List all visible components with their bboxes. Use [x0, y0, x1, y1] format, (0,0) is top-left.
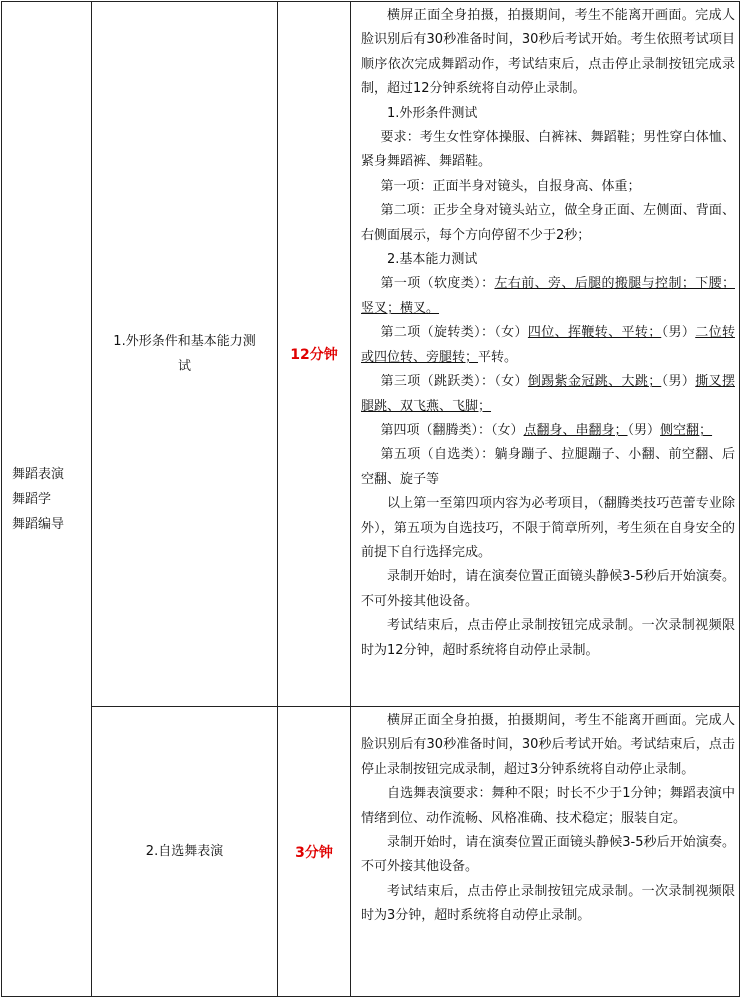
- major-name: 舞蹈表演: [12, 466, 65, 482]
- table-row: [2, 707, 740, 997]
- major-name: 舞蹈学: [12, 491, 52, 507]
- exam-duration: 3分钟: [278, 707, 351, 997]
- table-row: [2, 2, 740, 707]
- exam-description: 横屏正面全身拍摄，拍摄期间，考生不能离开画面。完成人脸识别后有30秒准备时间，30秒后考试开始。考试结束后，点击停止录制按钮完成录制，超过3分钟系统将自动停止录制。 自选舞表演要求：舞种不限；时长不少于1分钟；舞蹈表演中情绪到位、动作流畅、风格准确、技术稳定；服装自定。 录制开始时，请在演奏位置正面镜头静候3-5秒后开始演奏。不可外接其他设备。 考试结束后，点击停止录制按钮完成录制。一次录制视频限时为3分钟，超时系统将自动停止录制。: [351, 707, 740, 997]
- exam-item-name: 1.外形条件和基本能力测 试: [92, 2, 278, 707]
- exam-duration: 12分钟: [278, 2, 351, 707]
- exam-description: 横屏正面全身拍摄，拍摄期间，考生不能离开画面。完成人脸识别后有30秒准备时间，30秒后考试开始。考生依照考试项目顺序依次完成舞蹈动作，考试结束后，点击停止录制按钮完成录制，超过12分钟系统将自动停止录制。 1.外形条件测试 要求：考生女性穿体操服、白裤袜、舞蹈鞋；男性穿白体恤、紧身舞蹈裤、舞蹈鞋。 第一项：正面半身对镜头，自报身高、体重； 第二项：正步全身对镜头站立，做全身正面、左侧面、背面、右侧面展示，每个方向停留不少于2秒； 2.基本能力测试 第一项（软度类）：左右前、旁、后腿的搬腿与控制；下腰；竖叉；横叉。 第二项（旋转类）：（女）四位、挥鞭转、平转；（男）二位转或四位转、旁腿转；平转。 第三项（跳跃类）：（女）倒踢紫金冠跳、大跳；（男）撕叉摆腿跳、双飞燕、飞脚； 第四项（翻腾类）：（女）点翻身、串翻身；（男）侧空翻； 第五项（自选类）：躺身蹦子、拉腿蹦子、小翻、前空翻、后空翻、旋子等 以上第一至第四项内容为必考项目，（翻腾类技巧芭蕾专业除外），第五项为自选技巧，不限于简章所列，考生须在自身安全的前提下自行选择完成。 录制开始时，请在演奏位置正面镜头静候3-5秒后开始演奏。不可外接其他设备。 考试结束后，点击停止录制按钮完成录制。一次录制视频限时为12分钟，超时系统将自动停止录制。: [351, 2, 740, 707]
- major-name: 舞蹈编导: [12, 516, 65, 532]
- exam-item-name: 2.自选舞表演: [92, 707, 278, 997]
- major-cell: [2, 2, 92, 997]
- exam-requirements-table: [1, 1, 740, 997]
